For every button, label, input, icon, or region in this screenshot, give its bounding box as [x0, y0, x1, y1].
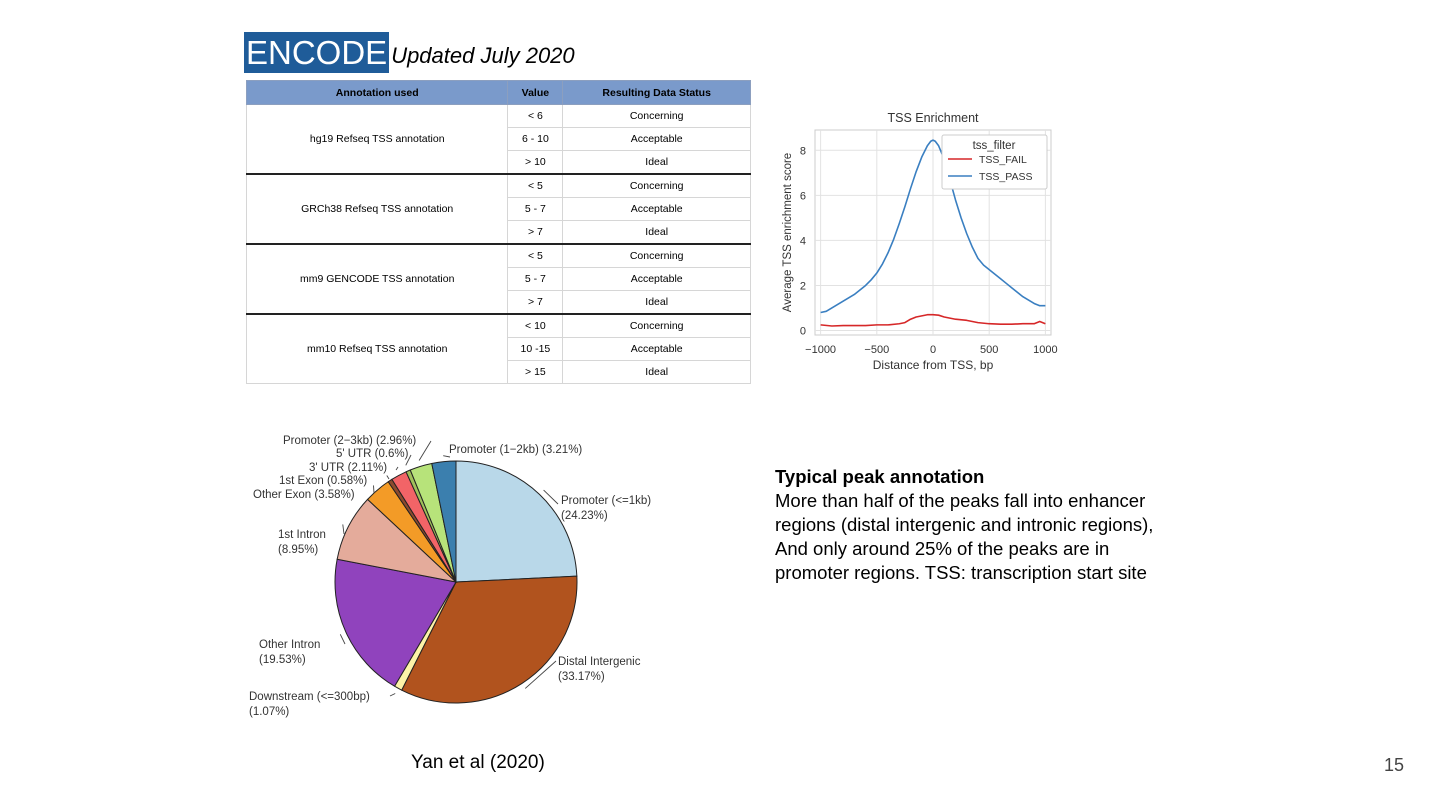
value-cell: < 5	[508, 174, 563, 198]
page-number: 15	[1384, 755, 1405, 775]
status-cell: Concerning	[563, 174, 751, 198]
table-row	[247, 174, 751, 198]
pie-leader-line	[419, 441, 431, 460]
x-tick-label: −1000	[805, 344, 837, 356]
value-cell: < 10	[508, 314, 563, 338]
value-cell: 6 - 10	[508, 128, 563, 151]
pie-label: 1st Intron	[278, 529, 326, 541]
tss-enrichment-chart	[776, 106, 1066, 381]
pie-label: Distal Intergenic	[558, 656, 641, 668]
table-row	[247, 244, 751, 268]
value-cell: > 7	[508, 221, 563, 245]
status-cell: Acceptable	[563, 198, 751, 221]
pie-slice	[456, 461, 577, 582]
annotation-cell: hg19 Refseq TSS annotation	[247, 105, 508, 175]
chart-title: TSS Enrichment	[887, 111, 979, 125]
x-tick-label: 0	[929, 344, 937, 356]
status-cell: Ideal	[563, 361, 751, 384]
status-cell: Acceptable	[563, 338, 751, 361]
table-row	[247, 105, 751, 128]
description-body: More than half of the peaks fall into enhancer regions (distal intergenic and intronic regions), And only around 25% of the peaks are in promoter regions. TSS: transcription start site	[775, 490, 1154, 583]
x-tick-label: 500	[980, 344, 999, 356]
pie-label: Other Exon (3.58%)	[253, 489, 355, 501]
value-cell: 5 - 7	[508, 198, 563, 221]
pie-leader-line	[343, 524, 344, 534]
pie-label: Promoter (<=1kb)	[561, 495, 652, 507]
pie-label: Promoter (1−2kb) (3.21%)	[449, 444, 583, 456]
x-axis-label: Distance from TSS, bp	[872, 358, 994, 372]
header-status: Resulting Data Status	[563, 81, 751, 105]
pie-pct-label: (1.07%)	[249, 706, 290, 718]
pie-label: Downstream (<=300bp)	[249, 691, 370, 703]
pie-pct-label: (33.17%)	[558, 671, 605, 683]
pie-leader-line	[387, 476, 389, 479]
y-tick-label: 6	[799, 190, 806, 203]
updated-date: Updated July 2020	[391, 42, 575, 68]
value-cell: > 15	[508, 361, 563, 384]
pie-label: 3' UTR (2.11%)	[309, 462, 388, 474]
y-axis-label: Average TSS enrichment score	[782, 152, 794, 313]
pie-label: 1st Exon (0.58%)	[279, 475, 368, 487]
table-row	[247, 314, 751, 338]
pie-pct-label: (19.53%)	[259, 654, 306, 666]
citation: Yan et al (2020)	[411, 752, 545, 773]
annotation-cell: mm9 GENCODE TSS annotation	[247, 244, 508, 314]
pie-leader-line	[390, 694, 395, 696]
peak-annotation-pie-chart	[240, 425, 710, 725]
value-cell: 5 - 7	[508, 268, 563, 291]
annotation-cell: GRCh38 Refseq TSS annotation	[247, 174, 508, 244]
header-annotation: Annotation used	[247, 81, 508, 105]
value-cell: > 7	[508, 291, 563, 315]
x-tick-label: 1000	[1033, 344, 1058, 356]
legend-label: TSS_PASS	[979, 171, 1033, 183]
status-cell: Concerning	[563, 244, 751, 268]
pie-label: Other Intron	[259, 639, 321, 651]
x-tick-label: −500	[864, 344, 890, 356]
status-cell: Ideal	[563, 151, 751, 175]
value-cell: > 10	[508, 151, 563, 175]
status-cell: Ideal	[563, 221, 751, 245]
legend-title: tss_filter	[972, 140, 1016, 152]
status-cell: Acceptable	[563, 268, 751, 291]
y-tick-label: 4	[799, 235, 806, 248]
pie-label: 5' UTR (0.6%)	[336, 448, 409, 460]
description-title: Typical peak annotation	[775, 466, 985, 487]
status-cell: Acceptable	[563, 128, 751, 151]
annotation-cell: mm10 Refseq TSS annotation	[247, 314, 508, 384]
slide-header	[244, 32, 575, 73]
table-body	[247, 105, 751, 384]
pie-label: Promoter (2−3kb) (2.96%)	[283, 435, 417, 447]
y-tick-label: 0	[799, 325, 806, 338]
status-cell: Ideal	[563, 291, 751, 315]
y-tick-label: 8	[799, 145, 806, 158]
status-cell: Concerning	[563, 105, 751, 128]
value-cell: < 5	[508, 244, 563, 268]
tss-threshold-table	[246, 80, 751, 384]
encode-badge: ENCODE	[246, 34, 388, 71]
legend-label: TSS_FAIL	[979, 154, 1027, 166]
status-cell: Concerning	[563, 314, 751, 338]
pie-pct-label: (24.23%)	[561, 510, 608, 522]
description-block	[775, 465, 1155, 585]
header-value: Value	[508, 81, 563, 105]
pie-pct-label: (8.95%)	[278, 544, 319, 556]
value-cell: < 6	[508, 105, 563, 128]
pie-leader-line	[396, 467, 398, 470]
table-header-row	[247, 81, 751, 105]
pie-leader-line	[340, 634, 345, 644]
value-cell: 10 -15	[508, 338, 563, 361]
y-tick-label: 2	[799, 280, 806, 293]
